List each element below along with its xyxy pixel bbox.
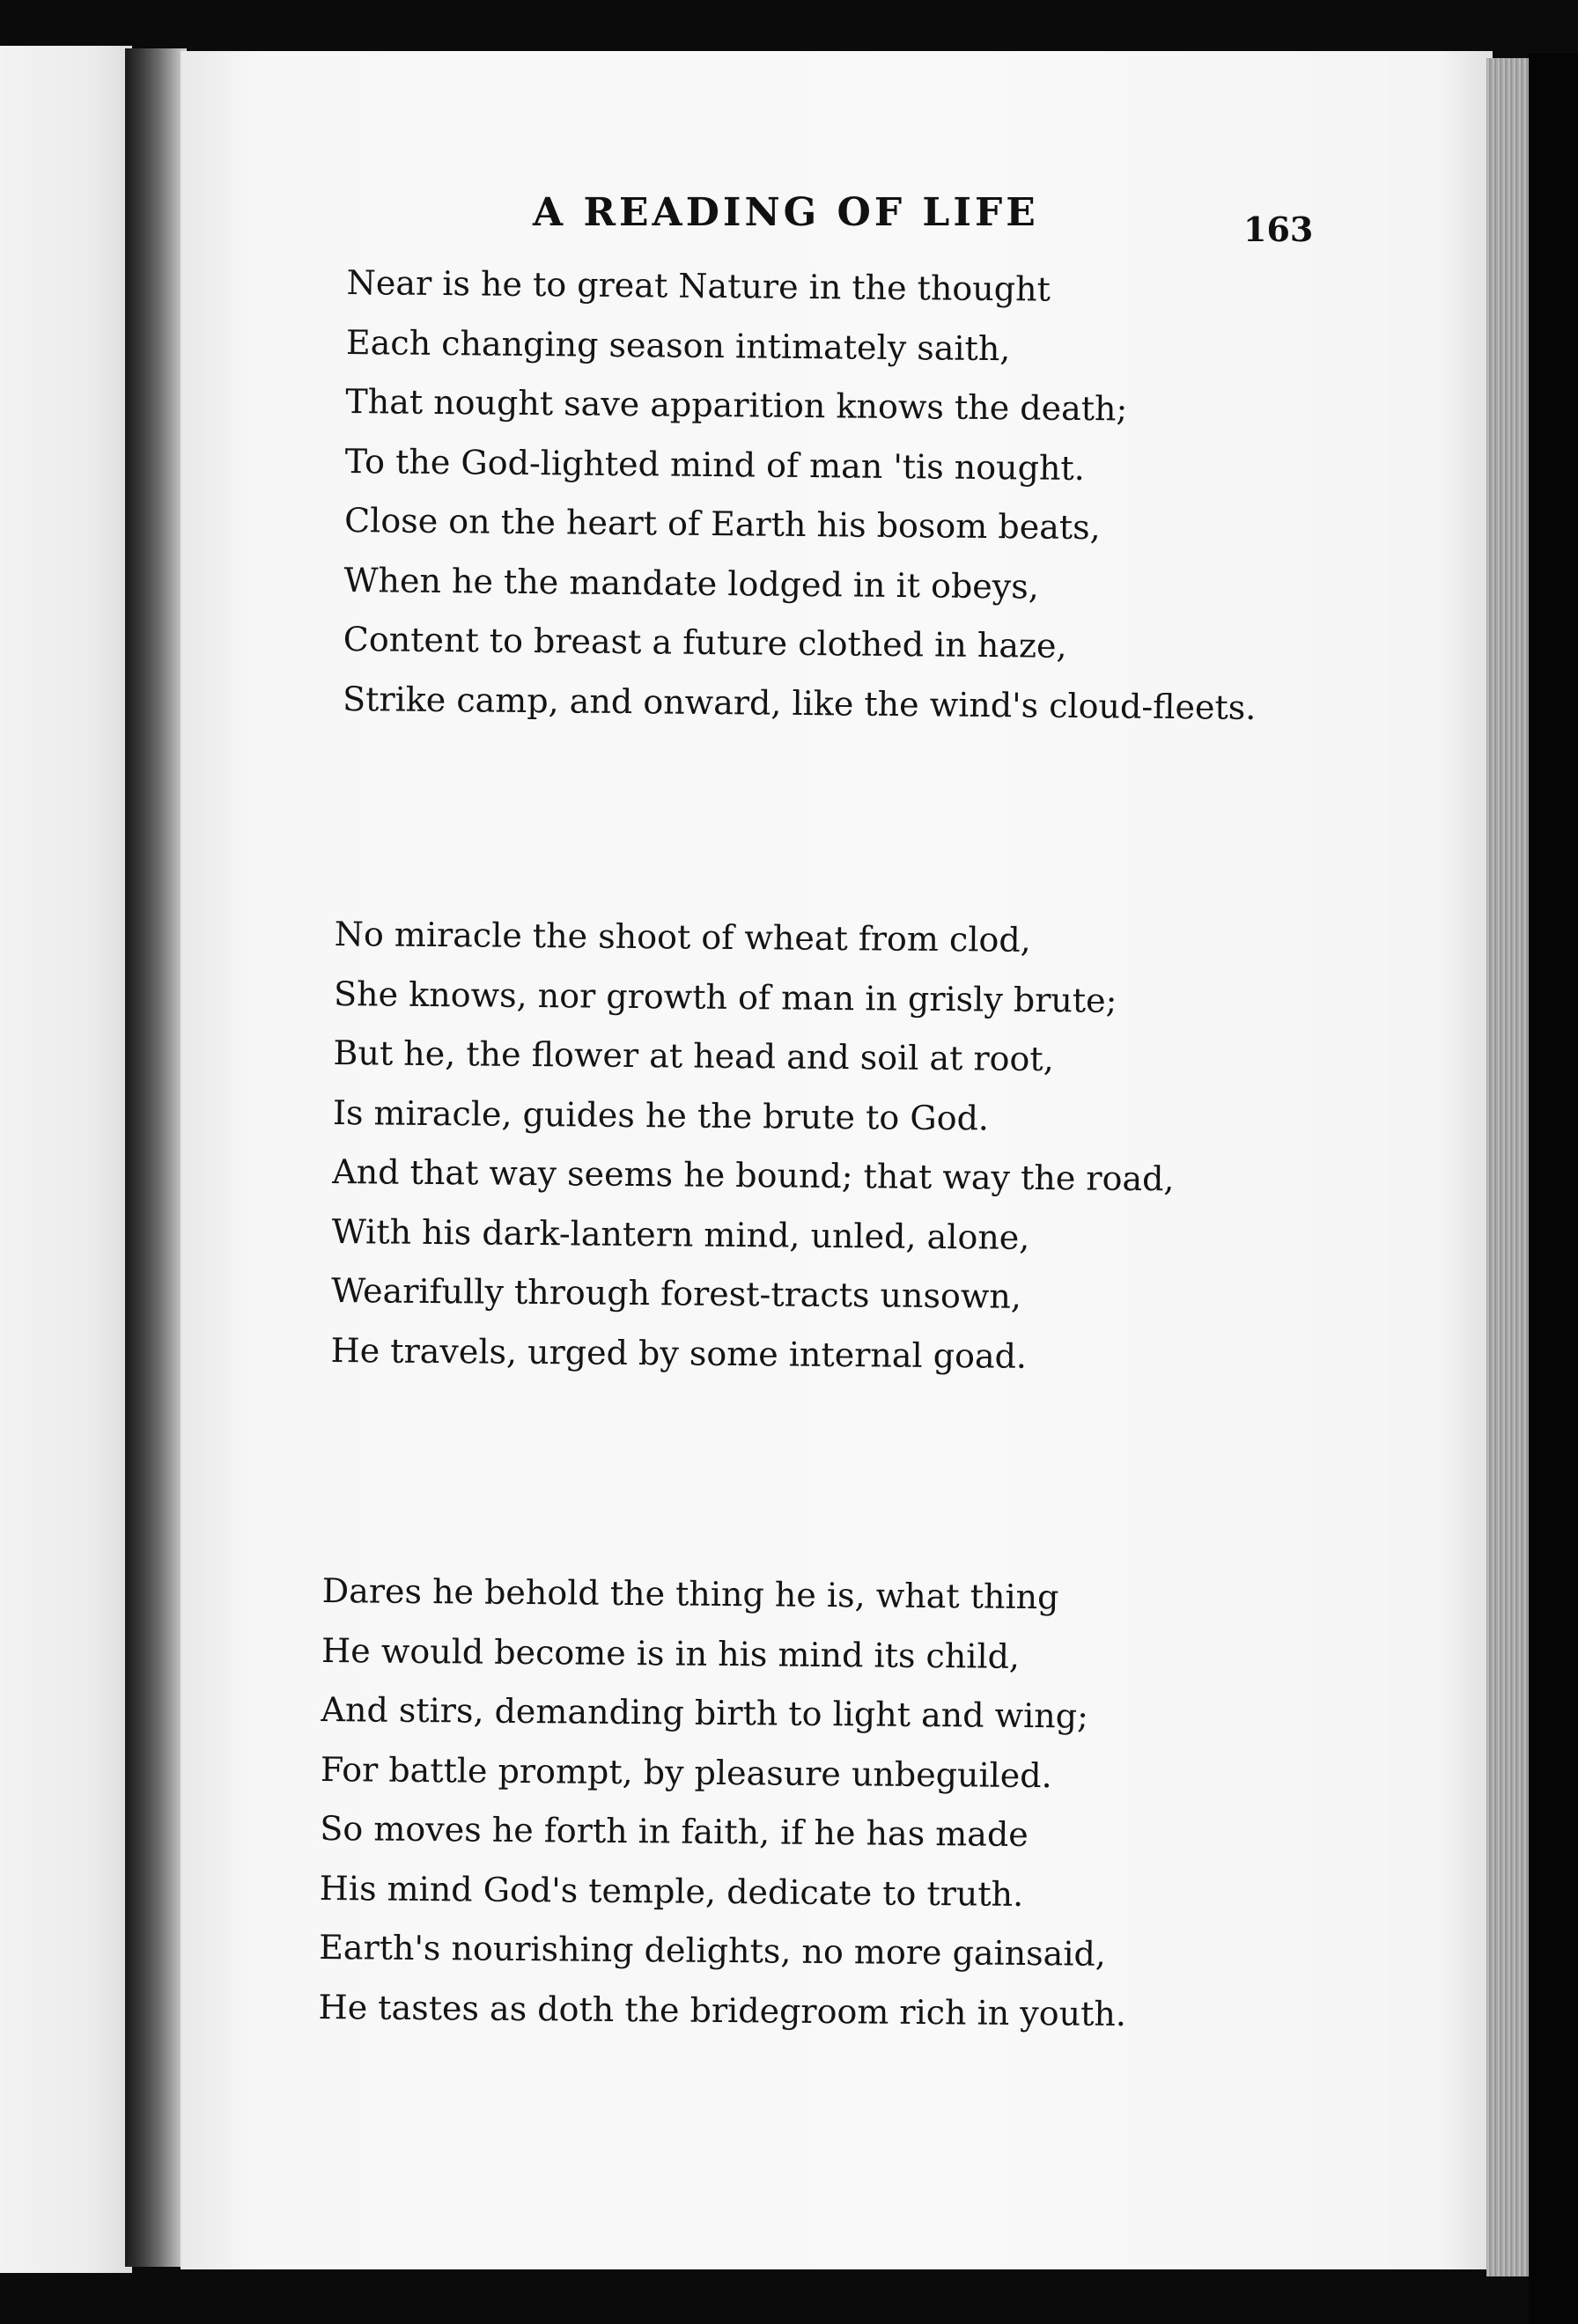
scan-background [1529,53,1578,2324]
verse-line: His mind God's temple, dedicate to truth. [319,1868,1024,1914]
verse-line: Close on the heart of Earth his bosom beats, [343,500,1101,548]
verse-line: And that way seems he bound; that way the road, [332,1151,1175,1199]
verse-line: When he the mandate lodged in it obeys, [343,560,1040,607]
verse-line: Earth's nourishing delights, no more gainsaid, [318,1927,1107,1974]
verse-line: He would become is in his mind its child, [321,1630,1021,1676]
verse-line: Content to breast a future clothed in haze, [343,619,1067,666]
verse-line: So moves he forth in faith, if he has made [320,1808,1029,1855]
verse-line: For battle prompt, by pleasure unbeguiled. [320,1749,1052,1795]
verse-line: Each changing season intimately saith, [345,322,1011,368]
verse-line: She knows, nor growth of man in grisly brute; [333,974,1117,1020]
verse-line: But he, the flower at head and soil at root, [333,1033,1054,1079]
verse-line: He tastes as doth the bridegroom rich in youth. [318,1987,1127,2034]
running-title: A READING OF LIFE [533,190,1039,235]
verse-line: No miracle the shoot of wheat from clod, [334,914,1031,960]
left-page-edge [0,46,132,2273]
stanza-1 [343,254,1260,738]
verse-line: Dares he behold the thing he is, what thing [321,1570,1059,1617]
verse-line: Strike camp, and onward, like the wind's cloud-fleets. [342,679,1257,727]
book-gutter [125,48,187,2267]
page-number: 163 [1243,210,1314,249]
verse-line: That nought save apparition knows the death; [345,381,1128,429]
stanza-2 [330,905,1176,1387]
verse-line: Wearifully through forest-tracts unsown, [330,1270,1022,1316]
verse-line: Is miracle, guides he the brute to God. [332,1092,990,1137]
verse-line: With his dark-lantern mind, unled, alone, [331,1211,1030,1257]
page-fore-edge [1486,58,1529,2276]
stanza-3 [318,1562,1130,2044]
verse-line: And stirs, demanding birth to light and wing; [321,1689,1089,1736]
verse-line: To the God-lighted mind of man 'tis nought. [344,441,1086,488]
verse-line: Near is he to great Nature in the thought [346,262,1051,309]
verse-line: He travels, urged by some internal goad. [330,1330,1028,1376]
